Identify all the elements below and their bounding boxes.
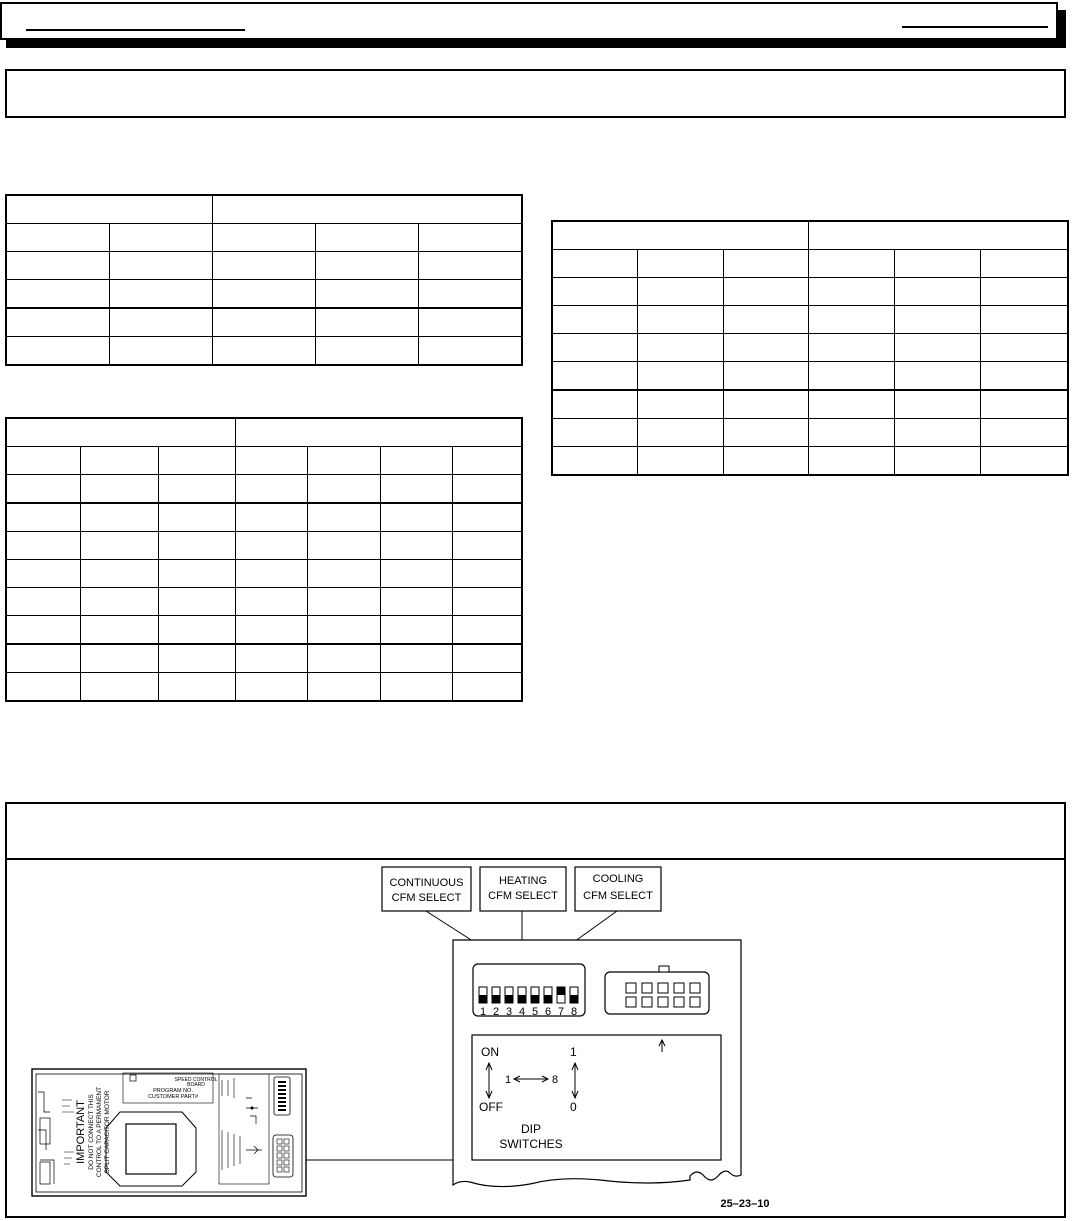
dip-caption-line1: DIP	[520, 1122, 542, 1136]
callout-cooling	[575, 867, 661, 911]
switch-number: 6	[544, 1006, 552, 1018]
callout-cooling-line1: COOLING	[592, 873, 644, 885]
program-number-label: PROGRAM NO.	[153, 1088, 193, 1094]
important-warning	[75, 1087, 111, 1177]
switch-number: 1	[479, 1006, 487, 1018]
callout-heating-line2: CFM SELECT	[488, 890, 558, 902]
connector-key	[659, 966, 669, 972]
board-marker	[130, 1075, 136, 1081]
callout-continuous-line1: CONTINUOUS	[389, 877, 464, 889]
mini-connector	[273, 1135, 293, 1177]
important-line3: SPLIT CAPACITOR MOTOR	[104, 1090, 111, 1174]
range-end-label: 8	[552, 1074, 559, 1086]
figure-number: 25–23–10	[720, 1198, 770, 1210]
important-title: IMPORTANT	[75, 1100, 87, 1164]
dip-switch-block	[473, 964, 585, 1016]
callout-continuous-line2: CFM SELECT	[391, 892, 462, 904]
callout-heating-line1: HEATING	[498, 875, 548, 887]
switch-number: 4	[518, 1006, 526, 1018]
switch-number: 7	[557, 1006, 565, 1018]
speed-control-label: SPEED CONTROL	[174, 1077, 218, 1083]
callout-cooling-line2: CFM SELECT	[583, 890, 653, 902]
switch-number: 3	[505, 1006, 513, 1018]
switch-number: 5	[531, 1006, 539, 1018]
dip-on-label: ON	[481, 1045, 499, 1059]
relay-core	[126, 1124, 176, 1174]
callout-continuous	[382, 867, 471, 911]
switch-number: 8	[570, 1006, 578, 1018]
speed-control-board-label: BOARD	[187, 1082, 205, 1088]
callout-heating	[480, 867, 566, 911]
dip-one-label: 1	[570, 1045, 577, 1059]
important-line2: CONTROL TO A PERMANENT	[96, 1086, 103, 1178]
range-start-label: 1	[505, 1074, 512, 1086]
important-line1: DO NOT CONNECT THIS	[88, 1094, 95, 1170]
customer-part-label: CUSTOMER PART#	[147, 1094, 199, 1100]
dip-off-label: OFF	[479, 1100, 503, 1114]
dip-zero-label: 0	[570, 1100, 577, 1114]
dip-caption-line2: SWITCHES	[499, 1137, 563, 1151]
switch-number: 2	[492, 1006, 500, 1018]
